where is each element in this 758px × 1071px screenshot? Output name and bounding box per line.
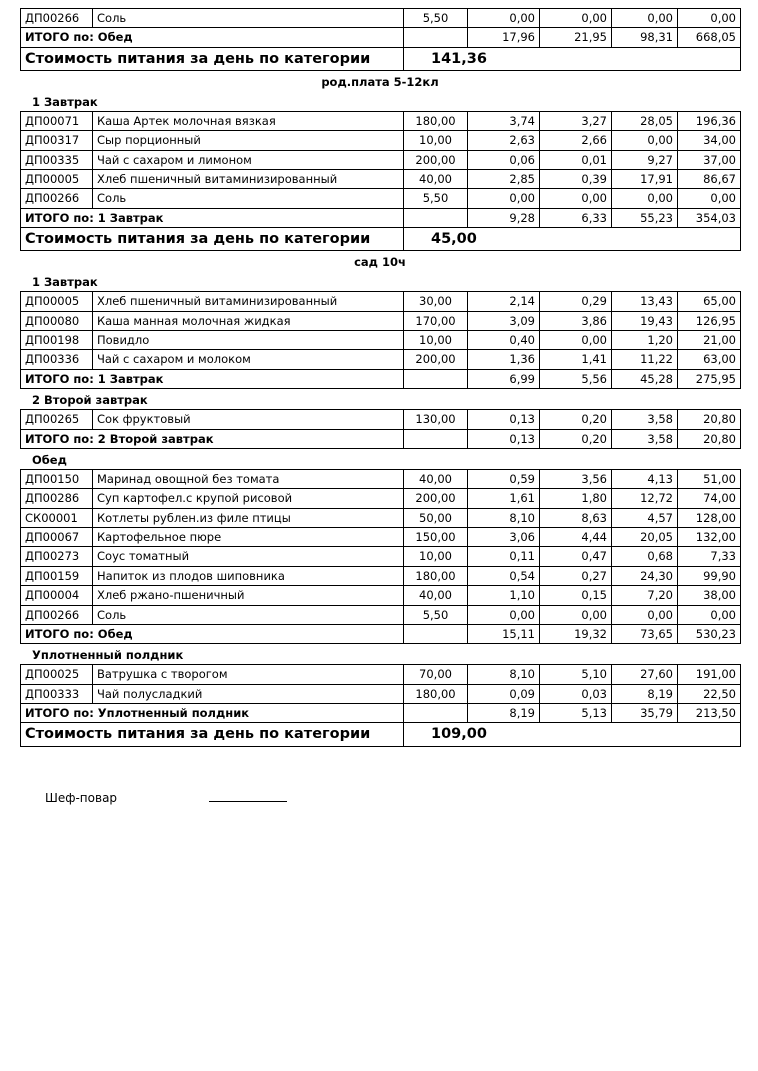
cell-total-value: 73,65 (612, 624, 678, 643)
cell-portion: 200,00 (404, 150, 468, 169)
cell-dish-name: Повидло (93, 331, 404, 350)
cell-dish-code: ДП00335 (21, 150, 93, 169)
item-row (21, 350, 741, 369)
cell-total-value: 275,95 (678, 369, 741, 388)
cell-dish-code: СК00001 (21, 508, 93, 527)
cell-value: 132,00 (678, 528, 741, 547)
cell-value: 0,00 (612, 131, 678, 150)
cell-value: 0,00 (678, 605, 741, 624)
item-row (21, 528, 741, 547)
cell-dish-code: ДП00150 (21, 469, 93, 488)
cell-value: 86,67 (678, 170, 741, 189)
cell-dish-code: ДП00336 (21, 350, 93, 369)
cell-value: 0,00 (468, 9, 540, 28)
cell-dish-code: ДП00004 (21, 586, 93, 605)
day-cost-row (21, 723, 741, 746)
cell-dish-code: ДП00317 (21, 131, 93, 150)
cell-value: 99,90 (678, 566, 741, 585)
cell-daycost-label: Стоимость питания за день по категории (21, 47, 404, 70)
cell-value: 0,00 (540, 189, 612, 208)
cell-value: 0,13 (468, 410, 540, 429)
menu-table-segment (20, 291, 741, 389)
cell-value: 1,41 (540, 350, 612, 369)
cell-value: 2,14 (468, 292, 540, 311)
item-row (21, 469, 741, 488)
cell-portion-empty (404, 369, 468, 388)
cell-value: 0,01 (540, 150, 612, 169)
cell-portion: 130,00 (404, 410, 468, 429)
cell-dish-name: Напиток из плодов шиповника (93, 566, 404, 585)
cell-dish-name: Соль (93, 9, 404, 28)
cell-daycost-label: Стоимость питания за день по категории (21, 723, 404, 746)
cell-dish-name: Хлеб пшеничный витаминизированный (93, 292, 404, 311)
cell-total-value: 3,58 (612, 429, 678, 448)
cell-value: 0,00 (540, 605, 612, 624)
cell-value: 126,95 (678, 311, 741, 330)
cell-value: 0,00 (612, 605, 678, 624)
cell-value: 38,00 (678, 586, 741, 605)
cell-portion-empty (404, 624, 468, 643)
item-row (21, 331, 741, 350)
signature-line (209, 789, 287, 802)
cell-portion: 70,00 (404, 665, 468, 684)
cell-total-value: 15,11 (468, 624, 540, 643)
cell-portion: 40,00 (404, 469, 468, 488)
cell-value: 5,10 (540, 665, 612, 684)
cell-dish-code: ДП00266 (21, 605, 93, 624)
menu-table-segment (20, 409, 741, 449)
cell-total-value: 19,32 (540, 624, 612, 643)
cell-dish-name: Соус томатный (93, 547, 404, 566)
cell-portion: 30,00 (404, 292, 468, 311)
cell-value: 0,27 (540, 566, 612, 585)
cell-value: 34,00 (678, 131, 741, 150)
cell-daycost-value: 141,36 (404, 47, 741, 70)
cell-portion: 5,50 (404, 189, 468, 208)
cell-portion-empty (404, 704, 468, 723)
cell-value: 0,68 (612, 547, 678, 566)
cell-portion: 40,00 (404, 170, 468, 189)
cell-portion: 40,00 (404, 586, 468, 605)
cell-total-label: ИТОГО по: 2 Второй завтрак (21, 429, 404, 448)
cell-value: 2,66 (540, 131, 612, 150)
cell-value: 0,00 (678, 9, 741, 28)
cell-value: 0,00 (468, 605, 540, 624)
cell-value: 0,54 (468, 566, 540, 585)
cell-value: 0,03 (540, 684, 612, 703)
cell-portion: 200,00 (404, 489, 468, 508)
item-row (21, 292, 741, 311)
cell-portion: 180,00 (404, 684, 468, 703)
cell-value: 3,27 (540, 111, 612, 130)
menu-table-segment (20, 469, 741, 644)
cell-value: 0,11 (468, 547, 540, 566)
cell-value: 0,29 (540, 292, 612, 311)
cell-value: 0,00 (612, 9, 678, 28)
cell-dish-name: Картофельное пюре (93, 528, 404, 547)
cell-value: 20,05 (612, 528, 678, 547)
cell-portion: 150,00 (404, 528, 468, 547)
cell-dish-code: ДП00265 (21, 410, 93, 429)
meal-header: 1 Завтрак (32, 94, 98, 109)
cell-value: 13,43 (612, 292, 678, 311)
cell-value: 196,36 (678, 111, 741, 130)
cell-dish-code: ДП00005 (21, 170, 93, 189)
cell-dish-code: ДП00266 (21, 9, 93, 28)
item-row (21, 131, 741, 150)
cell-dish-name: Сок фруктовый (93, 410, 404, 429)
cell-total-value: 9,28 (468, 208, 540, 227)
cell-value: 1,61 (468, 489, 540, 508)
cell-dish-code: ДП00198 (21, 331, 93, 350)
cell-total-value: 5,56 (540, 369, 612, 388)
day-cost-row (21, 47, 741, 70)
cell-value: 65,00 (678, 292, 741, 311)
cell-value: 2,85 (468, 170, 540, 189)
day-cost-row (21, 228, 741, 251)
total-row (21, 429, 741, 448)
total-row (21, 369, 741, 388)
cell-daycost-label: Стоимость питания за день по категории (21, 228, 404, 251)
item-row (21, 311, 741, 330)
cell-dish-code: ДП00286 (21, 489, 93, 508)
cell-value: 1,20 (612, 331, 678, 350)
menu-table-segment (20, 8, 741, 71)
cell-value: 4,57 (612, 508, 678, 527)
menu-table-segment (20, 111, 741, 251)
cell-dish-name: Маринад овощной без томата (93, 469, 404, 488)
cell-total-value: 213,50 (678, 704, 741, 723)
cell-daycost-value: 109,00 (404, 723, 741, 746)
cell-value: 0,40 (468, 331, 540, 350)
cell-dish-code: ДП00071 (21, 111, 93, 130)
cell-value: 0,47 (540, 547, 612, 566)
cell-dish-name: Котлеты рублен.из филе птицы (93, 508, 404, 527)
cell-value: 17,91 (612, 170, 678, 189)
cell-portion-empty (404, 429, 468, 448)
cell-dish-name: Соль (93, 605, 404, 624)
item-row (21, 111, 741, 130)
cell-dish-code: ДП00005 (21, 292, 93, 311)
item-row (21, 605, 741, 624)
cell-total-value: 0,20 (540, 429, 612, 448)
item-row (21, 586, 741, 605)
cell-total-value: 0,13 (468, 429, 540, 448)
cell-portion: 10,00 (404, 547, 468, 566)
cell-value: 0,00 (678, 189, 741, 208)
cell-portion-empty (404, 208, 468, 227)
item-row (21, 547, 741, 566)
cell-value: 8,10 (468, 665, 540, 684)
cell-value: 2,63 (468, 131, 540, 150)
cell-portion: 170,00 (404, 311, 468, 330)
cell-total-value: 668,05 (678, 28, 741, 47)
category-header: сад 10ч (354, 255, 406, 270)
total-row (21, 208, 741, 227)
cell-dish-name: Чай с сахаром и лимоном (93, 150, 404, 169)
cell-dish-code: ДП00067 (21, 528, 93, 547)
cell-dish-name: Каша Артек молочная вязкая (93, 111, 404, 130)
cell-dish-code: ДП00080 (21, 311, 93, 330)
item-row (21, 566, 741, 585)
cell-value: 3,74 (468, 111, 540, 130)
cell-total-label: ИТОГО по: Обед (21, 624, 404, 643)
cell-total-label: ИТОГО по: Обед (21, 28, 404, 47)
cell-value: 0,00 (540, 9, 612, 28)
cell-value: 8,19 (612, 684, 678, 703)
cell-dish-code: ДП00266 (21, 189, 93, 208)
cell-dish-name: Суп картофел.с крупой рисовой (93, 489, 404, 508)
cell-total-value: 5,13 (540, 704, 612, 723)
cell-portion: 180,00 (404, 111, 468, 130)
cell-dish-name: Хлеб ржано-пшеничный (93, 586, 404, 605)
cell-value: 21,00 (678, 331, 741, 350)
cell-portion: 5,50 (404, 9, 468, 28)
cell-value: 7,20 (612, 586, 678, 605)
cell-total-label: ИТОГО по: 1 Завтрак (21, 369, 404, 388)
cell-total-value: 354,03 (678, 208, 741, 227)
cell-total-value: 6,99 (468, 369, 540, 388)
cell-value: 24,30 (612, 566, 678, 585)
cell-total-value: 21,95 (540, 28, 612, 47)
signature-label: Шеф-повар (45, 790, 118, 805)
total-row (21, 704, 741, 723)
cell-dish-name: Хлеб пшеничный витаминизированный (93, 170, 404, 189)
cell-value: 74,00 (678, 489, 741, 508)
cell-total-value: 530,23 (678, 624, 741, 643)
cell-value: 51,00 (678, 469, 741, 488)
total-row (21, 624, 741, 643)
cell-value: 3,06 (468, 528, 540, 547)
cell-value: 22,50 (678, 684, 741, 703)
cell-total-value: 17,96 (468, 28, 540, 47)
cell-value: 0,00 (612, 189, 678, 208)
cell-total-value: 45,28 (612, 369, 678, 388)
meal-header: 2 Второй завтрак (32, 393, 148, 408)
item-row (21, 170, 741, 189)
cell-dish-name: Сыр порционный (93, 131, 404, 150)
cell-total-value: 20,80 (678, 429, 741, 448)
cell-portion: 180,00 (404, 566, 468, 585)
cell-portion: 200,00 (404, 350, 468, 369)
cell-value: 20,80 (678, 410, 741, 429)
cell-portion: 10,00 (404, 131, 468, 150)
total-row (21, 28, 741, 47)
item-row (21, 684, 741, 703)
item-row (21, 189, 741, 208)
category-header: род.плата 5-12кл (321, 74, 439, 89)
cell-value: 4,44 (540, 528, 612, 547)
cell-total-value: 55,23 (612, 208, 678, 227)
cell-value: 37,00 (678, 150, 741, 169)
cell-value: 3,56 (540, 469, 612, 488)
cell-daycost-value: 45,00 (404, 228, 741, 251)
meal-header: 1 Завтрак (32, 275, 98, 290)
cell-value: 0,09 (468, 684, 540, 703)
item-row (21, 410, 741, 429)
item-row (21, 665, 741, 684)
cell-value: 0,00 (468, 189, 540, 208)
cell-value: 0,59 (468, 469, 540, 488)
meal-header: Уплотненный полдник (32, 648, 184, 663)
cell-value: 3,86 (540, 311, 612, 330)
cell-value: 8,63 (540, 508, 612, 527)
cell-dish-code: ДП00159 (21, 566, 93, 585)
cell-value: 3,09 (468, 311, 540, 330)
cell-value: 0,39 (540, 170, 612, 189)
signature-block (0, 789, 758, 805)
cell-value: 19,43 (612, 311, 678, 330)
cell-dish-name: Ватрушка с творогом (93, 665, 404, 684)
cell-value: 191,00 (678, 665, 741, 684)
cell-value: 8,10 (468, 508, 540, 527)
cell-total-value: 98,31 (612, 28, 678, 47)
cell-dish-name: Чай полусладкий (93, 684, 404, 703)
cell-value: 1,36 (468, 350, 540, 369)
cell-portion-empty (404, 28, 468, 47)
cell-value: 28,05 (612, 111, 678, 130)
cell-dish-name: Каша манная молочная жидкая (93, 311, 404, 330)
cell-dish-code: ДП00273 (21, 547, 93, 566)
cell-total-value: 35,79 (612, 704, 678, 723)
menu-table-segment (20, 664, 741, 746)
cell-portion: 50,00 (404, 508, 468, 527)
cell-value: 0,06 (468, 150, 540, 169)
cell-value: 0,00 (540, 331, 612, 350)
item-row (21, 150, 741, 169)
item-row (21, 508, 741, 527)
cell-dish-name: Чай с сахаром и молоком (93, 350, 404, 369)
cell-value: 11,22 (612, 350, 678, 369)
cell-value: 63,00 (678, 350, 741, 369)
cell-portion: 5,50 (404, 605, 468, 624)
item-row (21, 9, 741, 28)
cell-portion: 10,00 (404, 331, 468, 350)
cell-total-value: 6,33 (540, 208, 612, 227)
meal-header: Обед (32, 452, 67, 467)
cell-value: 9,27 (612, 150, 678, 169)
cell-value: 0,20 (540, 410, 612, 429)
cell-total-value: 8,19 (468, 704, 540, 723)
cell-value: 3,58 (612, 410, 678, 429)
cell-dish-name: Соль (93, 189, 404, 208)
cell-total-label: ИТОГО по: 1 Завтрак (21, 208, 404, 227)
cell-dish-code: ДП00333 (21, 684, 93, 703)
cell-value: 4,13 (612, 469, 678, 488)
cell-value: 7,33 (678, 547, 741, 566)
item-row (21, 489, 741, 508)
cell-value: 27,60 (612, 665, 678, 684)
cell-value: 1,10 (468, 586, 540, 605)
cell-value: 128,00 (678, 508, 741, 527)
cell-value: 12,72 (612, 489, 678, 508)
cell-value: 0,15 (540, 586, 612, 605)
cell-total-label: ИТОГО по: Уплотненный полдник (21, 704, 404, 723)
cell-dish-code: ДП00025 (21, 665, 93, 684)
cell-value: 1,80 (540, 489, 612, 508)
